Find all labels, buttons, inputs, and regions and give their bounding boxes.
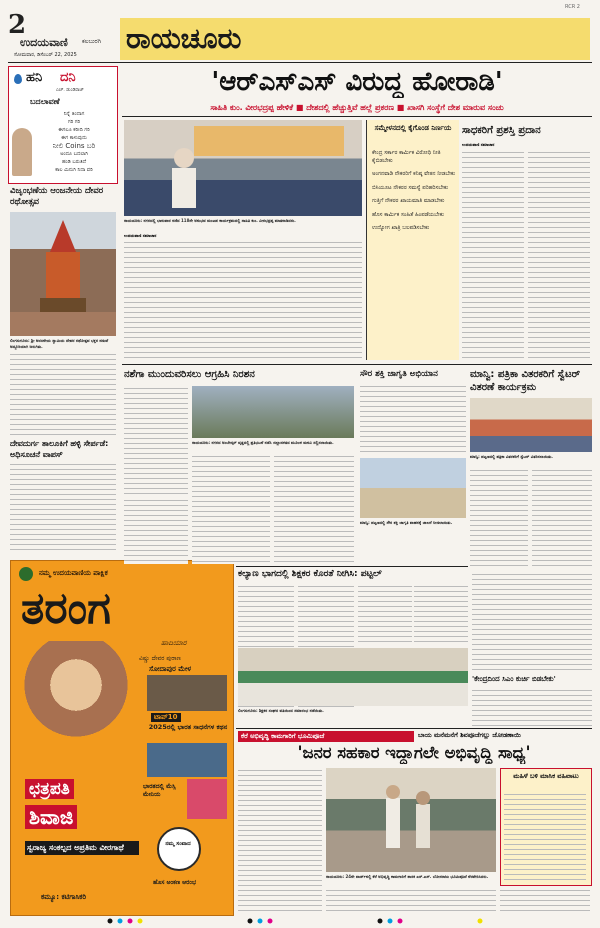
- bottom-caption: ರಾಯಚೂರು: 24ನೇ ವಾರ್ಡ್‌ನಲ್ಲಿ ಕೆರೆ ಅಭಿವೃದ್ಧಿ ಕಾಮಗಾರಿಗೆ ಶಾಸಕ ಎಸ್.ಎಸ್. ಬೋಸರಾಜು ಭೂಮಿಪೂಜೆ ನೆರವೇರಿಸಿದರು.: [326, 874, 489, 879]
- left-story2-body: [10, 462, 116, 554]
- poem-line: ಅಂದೂ ಬದಲಾಗಿ: [60, 151, 88, 157]
- ad-crowd-photo: [147, 743, 227, 777]
- bottom-body-2: [326, 888, 496, 914]
- award-body-2: [528, 150, 590, 360]
- masthead-rule: [8, 62, 592, 63]
- ad-feature-1b: ಸೋದಾಪುರ ಮೇಳ: [149, 665, 192, 673]
- lead-subhead: ಸಾಹಿತಿ ಕುಂ. ವೀರಭದ್ರಪ್ಪ ಹೇಳಿಕೆ ■ ದೇಶದಲ್ಲಿ ಹೆಚ್ಚುತ್ತಿವೆ ಹಲ್ಲೆ ಪ್ರಕರಣ ■ ಖಾಸಗಿ ಸಂಸ್ಥೆಗೆ ದೇಶ ಮಾರುವ ಸಂಚು: [210, 103, 504, 112]
- ad-top-line: ನಮ್ಮ ಉದಯವಾಣಿಯ ಪಾಕ್ಷಿಕ: [39, 569, 108, 577]
- resolution-item: ಬಿಸಿಯೂಟ ನೌಕರರ ಸಮಸ್ಯೆ ಪರಿಹರಿಸಬೇಕು: [372, 184, 449, 191]
- resolution-heading: ಸಮ್ಮೇಳನದಲ್ಲಿ ಕೈಗೊಂಡ ನಿರ್ಣಯ: [374, 124, 452, 132]
- hanidani-author: ಎಚ್. ಡುಂಡಿರಾಜ್: [56, 88, 84, 93]
- drug-body-col1: [124, 386, 188, 496]
- bottom-body-1: [238, 768, 322, 914]
- drug-photo: [192, 386, 354, 438]
- sweater-body-1: [470, 468, 528, 568]
- drug-body-col3: [274, 454, 354, 564]
- left-story2-headline: ದೇವದುರ್ಗ ತಾಲೂಕಿಗೆ ಹಳ್ಳಿ ಸೇರ್ಪಡೆ: ಅಧಿಸೂಚನೆ ವಾಪಸ್: [10, 439, 109, 459]
- lead-photo: [124, 120, 362, 216]
- ad-bull-photo: [147, 675, 227, 711]
- poem-line: ಈಗಲೂ ಕರೀದಿ ಗರಿ: [58, 127, 90, 133]
- ad-feature-1a: ವಿಷ್ಣು ದೇವರ ಪುರಾಣ: [139, 655, 181, 662]
- drug-headline: ನಶೆಗಾ ಮುಂದುವರಿಸಲು ಆಗ್ರಹಿಸಿ ನಿರಶನ: [124, 369, 255, 380]
- ad-cover-sub: ಸ್ವರಾಜ್ಯ ಸಂಕಲ್ಪದ ಅಪ್ರತಿಮ ವೀರಗಾಥೆ: [25, 841, 139, 855]
- ad-credit: ಕಮ್ಯೂ: ಕಟಿಗಾಸಿಕರಿ: [41, 893, 87, 901]
- taranga-ad[interactable]: [10, 560, 234, 916]
- bottom-box-body: [504, 792, 586, 880]
- sweater-caption: ಮಾನ್ವಿ: ಪಟ್ಟಣದಲ್ಲಿ ಪತ್ರಿಕಾ ವಿತರಕರಿಗೆ ಸ್ವೆಟರ್ ವಿತರಿಸಲಾಯಿತು.: [470, 454, 553, 459]
- solar-photo: [360, 458, 466, 518]
- resolution-item: ಗುತ್ತಿಗೆ ನೌಕರರ ಖಾಯಮಾತಿ ಮಾಡಬೇಕು: [372, 198, 445, 204]
- hanidani-poem: [34, 110, 114, 174]
- page-number: 2: [8, 10, 27, 40]
- sweater-headline: ಮಾನ್ವಿ: ಪತ್ರಿಕಾ ವಿತರಕರಿಗೆ ಸ್ವೆಟರ್ ವಿತರಣೆ ಕಾರ್ಯಕ್ರಮ: [470, 369, 581, 393]
- bottom-headline: 'ಜನರ ಸಹಕಾರ ಇದ್ದಾಗಲೇ ಅಭಿವೃದ್ಧಿ ಸಾಧ್ಯ': [297, 743, 531, 762]
- farmer-photo: [238, 648, 468, 706]
- bottom-rule: [236, 728, 592, 729]
- lead-rule: [122, 116, 592, 117]
- bottom-body-3: [500, 888, 590, 914]
- drop-icon: [14, 74, 22, 84]
- ad-badge-icon: [157, 827, 201, 871]
- lead-body: [124, 240, 362, 360]
- sweater-photo: [470, 398, 592, 452]
- resolution-list: [372, 150, 456, 233]
- bottom-photo: [326, 768, 496, 872]
- ad-new-issue: ಹೊಸ ಅಂಕಣ ಆರಂಭ: [153, 879, 197, 886]
- resolution-item: ಅಂಗನವಾಡಿ ನೌಕರರಿಗೆ ಕನಿಷ್ಠ ವೇತನ ನೀಡಬೇಕು: [372, 171, 456, 177]
- poem-line: ನೀಲಿ Coins ಬರಿ: [52, 142, 96, 150]
- farmer-caption: ಲಿಂಗಸುಗೂರು: ಶಿಕ್ಷಕರ ಸಂಘದ ವತಿಯಿಂದ ಸಮಾರಂಭ ನಡೆಯಿತು.: [238, 708, 324, 713]
- lead-caption: ರಾಯಚೂರು: ನಗರದಲ್ಲಿ ಭಾನುವಾರ ನಡೆದ 118ನೇ ಅನುಭವ ಮಂಟಪ ಕಾರ್ಯಕ್ರಮದಲ್ಲಿ ಸಾಹಿತಿ ಕುಂ. ವೀರಭದ್ರಪ್ಪ ಮಾತನಾಡಿದರು.: [124, 218, 296, 223]
- issue-date: ಸೋಮವಾರ, ಡಿಸೆಂಬರ್ 22, 2025: [14, 52, 77, 58]
- paper-name: ಉದಯವಾಣಿ: [20, 36, 68, 49]
- ad-cover-title-1: ಛತ್ರಪತಿ: [25, 779, 74, 799]
- edition-name: ಕಲಬುರಗಿ: [82, 38, 102, 45]
- solar-caption: ಮಾನ್ವಿ: ಪಟ್ಟಣದಲ್ಲಿ ಸೌರ ಶಕ್ತಿ ಜಾಗೃತಿ ವಾಹನಕ್ಕೆ ಚಾಲನೆ ನೀಡಲಾಯಿತು.: [360, 520, 453, 525]
- poem-line: ಈಗ ಕಾಳುವುದು: [61, 135, 87, 141]
- mid-rule: [122, 364, 592, 365]
- resolution-item: ಉದ್ಯೋಗ ಖಾತ್ರಿ ಬಲಪಡಿಸಬೇಕು: [372, 225, 430, 231]
- award-byline: ಉದಯವಾಣಿ ಸಮಾಚಾರ: [462, 142, 495, 147]
- hanidani-title-1: ಹನಿ: [26, 70, 43, 85]
- hanidani-title-2: ದನಿ: [60, 70, 76, 85]
- resolution-item: ಕೇಂದ್ರ ಸರ್ಕಾರ ಕಾರ್ಮಿಕ ವಿರೋಧಿ ನೀತಿ ಕೈಬಿಡಬೇಕು: [372, 150, 441, 164]
- poem-line: ಗರಿ ಗರಿ: [67, 119, 81, 125]
- award-headline: ಸಾಧಕರಿಗೆ ಪ್ರಶಸ್ತಿ ಪ್ರದಾನ: [462, 125, 541, 136]
- quote-subhead: 'ಕೇಂದ್ರದಿಂದ ಸಿಎಂ ಕುರ್ಚಿ ಬಿಡಬೇಕು': [472, 675, 556, 683]
- sweater-body-2: [532, 468, 592, 568]
- lead-headline: 'ಆರ್‌ಎಸ್‌ಎಸ್ ವಿರುದ್ಧ ಹೋರಾಡಿ': [211, 67, 503, 97]
- bottom-box-heading: ಮಹಿಳೆ ಬಳಿ ಮಾಸಿಕ ವಹಿವಾಟು: [513, 772, 579, 780]
- quote-body-1: [472, 572, 592, 672]
- ad-portrait: [21, 641, 131, 751]
- quote-body-2: [472, 688, 592, 728]
- drug-body-col1b: [124, 498, 188, 564]
- solar-headline: ಸೌರ ಶಕ್ತಿ ಜಾಗೃತಿ ಅಭಿಯಾನ: [360, 369, 438, 379]
- farmer-headline: ಕಲ್ಯಾಣ ಭಾಗದಲ್ಲಿ ಶಿಕ್ಷಕರ ಕೊರತೆ ನೀಗಿಸಿ: ಪಟ್ಟಲ್: [238, 569, 382, 579]
- left-story1-caption: ಲಿಂಗಸುಗೂರು: ಶ್ರೀ ಆಂಜನೇಯ ಸ್ವಾಮಿಯ ದೇವರ ರಥೋತ್ಸವ ಭಕ್ತರ ನಡುವೆ ಅದ್ದೂರಿಯಾಗಿ ಜರುಗಿತು.: [10, 338, 109, 349]
- poem-line: ಹಂಡಿ ಬರುತಿದೆ: [61, 159, 87, 165]
- farmer-body-4: [414, 584, 468, 646]
- solar-body: [360, 384, 466, 456]
- ad-badge: ನಮ್ಮ ಸಂವಾದ: [165, 841, 191, 847]
- chariot-photo: [10, 212, 116, 336]
- left-story1-body: [10, 352, 116, 436]
- farmer-body-3: [358, 584, 412, 646]
- ad-title: ತರಂಗ: [21, 583, 111, 634]
- ad-feature-2: 2025ರಲ್ಲಿ ಭಾರತ ಸಾಧನೆಗಳ ಕಥನ: [148, 723, 228, 731]
- poem-line: ಕಾಲ ಮಿನುಗಿ ನಿದಾ ವರಿ: [55, 167, 93, 173]
- drug-caption: ರಾಯಚೂರು: ನಗರದ ಅಂಬೇಡ್ಕರ್ ವೃತ್ತದಲ್ಲಿ ಪ್ರತಿಭಟನೆ ನಡೆಸಿ ಜಿಲ್ಲಾಡಳಿತದ ಮೂಲಕ ಮನವಿ ಸಲ್ಲಿಸಲಾಯಿತು.: [192, 440, 334, 445]
- page-code: RCR 2: [565, 4, 580, 10]
- resolution-item: ಹೊಸ ಕಾರ್ಮಿಕ ಸಂಹಿತೆ ಹಿಂಪಡೆಯಬೇಕು: [372, 211, 444, 218]
- ad-top10: ಟಾಪ್10: [151, 713, 181, 722]
- bottom-kicker-left: ಕೆರೆ ಅಭಿವೃದ್ಧಿ ಕಾಮಗಾರಿಗೆ ಭೂಮಿಪೂಜೆ: [238, 731, 414, 742]
- ad-logo-icon: [19, 567, 33, 581]
- hanidani-heading: ಬದಲಾವಣೆ: [30, 97, 60, 106]
- poem-line: ನಿನ್ನೆ ತಿಂದಾಗ: [63, 111, 85, 117]
- ad-messi-photo: [187, 779, 227, 819]
- drug-body-col2: [192, 454, 270, 564]
- lead-byline: ಉದಯವಾಣಿ ಸಮಾಚಾರ: [124, 233, 157, 238]
- ad-cover-title-2: ಶಿವಾಜಿ: [25, 805, 77, 829]
- ad-feature-3: ಭಾರತದಲ್ಲಿ ಮೆಸ್ಸಿ ಮೇನಿಯ: [143, 783, 176, 798]
- color-registration-marks: [100, 918, 520, 924]
- left-story1-headline: ವಿಜೃಂಭಣೆಯ ಆಂಜನೇಯ ದೇವರ ರಥೋತ್ಸವ: [10, 186, 104, 207]
- ad-subtitle: ಹಾದಿಯಾರ: [161, 639, 187, 647]
- award-body: [462, 150, 524, 360]
- bottom-kicker-right: ಬಾಯ ಮನೆಮನೆಗೆ ಶಿವಪೂಜೆಗಲ್ಲು ಜೋಡಣಾಯಿ: [418, 731, 521, 739]
- farmer-rule: [236, 566, 468, 567]
- section-title: ರಾಯಚೂರು: [126, 22, 242, 55]
- hanidani-portrait: [12, 128, 32, 176]
